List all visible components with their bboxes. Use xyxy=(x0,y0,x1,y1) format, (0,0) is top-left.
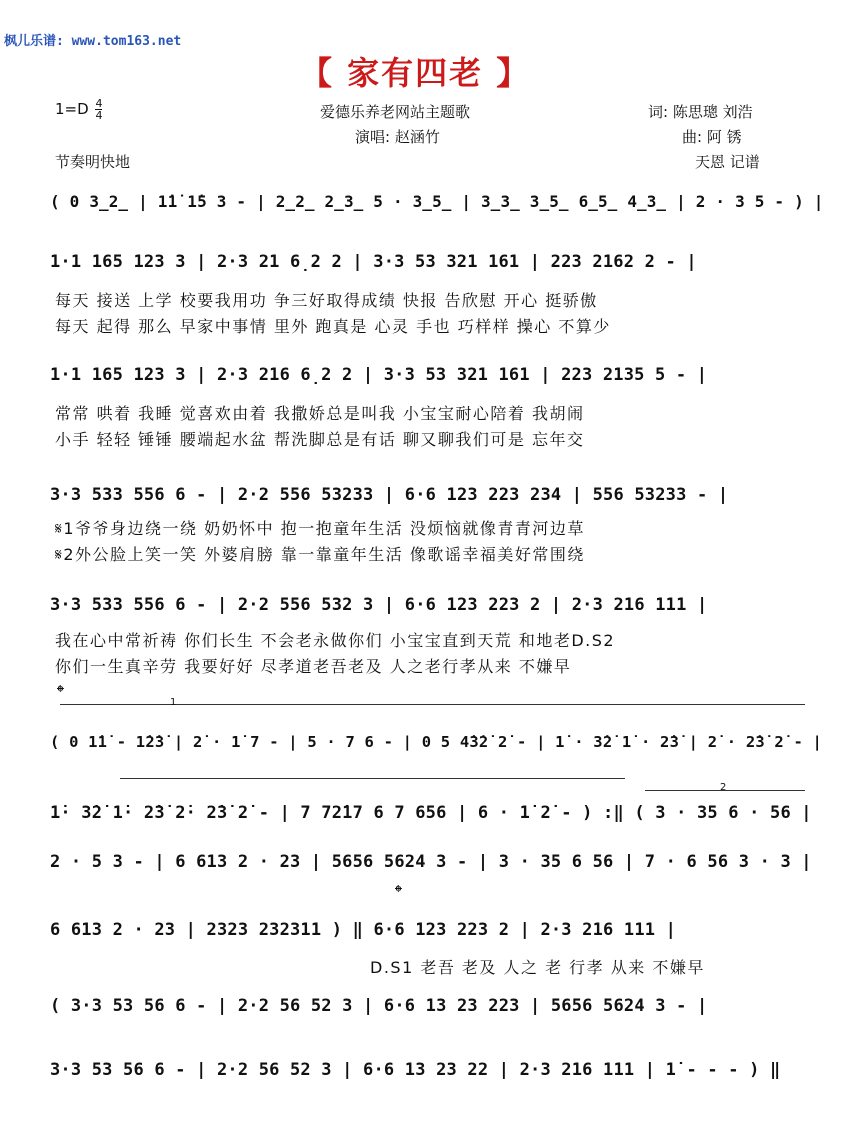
score-line-verse-2: 1·1 165 123 3 | 2·3 216 6̣2 2 | 3·3 53 321 161 | 223 2135 5 - | xyxy=(50,365,708,385)
score-line-chorus-2: 3·3 533 556 6 - | 2·2 556 532 3 | 6·6 123 223 2 | 2·3 216 111 | xyxy=(50,595,708,615)
score-line-intro: ( 0 3̲2̲ | 1̇1̇ 1̇5 3 - | 2̲2̲ 2̲3̲ 5 · 3̲5̲ | 3̲3̲ 3̲5̲ 6̲5̲ 4̲3̲ | 2 · 3 5 - ) | xyxy=(50,192,824,211)
volta-1-number: 1 xyxy=(170,697,177,708)
song-title: 【 家有四老 】 xyxy=(300,54,531,92)
score-line-chorus-1: 3·3 533 556 6 - | 2·2 556 53233 | 6·6 123 223 234 | 556 53233 - | xyxy=(50,485,729,505)
time-signature: $\frac{4}{4}$ xyxy=(95,97,103,122)
singer: 演唱: 赵涵竹 xyxy=(355,128,440,146)
score-line-verse-1: 1·1 165 123 3 | 2·3 21 6̣2 2 | 3·3 53 321 161 | 223 2162 2 - | xyxy=(50,252,697,272)
lyric-line-coda: D.S1 老吾 老及 人之 老 行孝 从来 不嫌早 xyxy=(370,958,705,977)
coda-sign-top: 𝄌 xyxy=(57,680,64,704)
score-line-outro-2: 3·3 53 56 6 - | 2·2 56 52 3 | 6·6 13 23 22 | 2·3 216 111 | 1̇ - - - ) ‖ xyxy=(50,1060,781,1080)
watermark: 枫儿乐谱: www.tom163.net xyxy=(4,34,182,49)
lyric-line-4b: 你们一生真辛劳 我要好好 尽孝道老吾老及 人之老行孝从来 不嫌早 xyxy=(55,657,572,676)
lyricist: 词: 陈思璁 刘浩 xyxy=(648,103,753,121)
lyric-line-2a: 常常 哄着 我睡 觉喜欢由着 我撒娇总是叫我 小宝宝耐心陪着 我胡闹 xyxy=(55,404,585,423)
volta-bracket-inner xyxy=(120,778,625,779)
lyric-line-1b: 每天 起得 那么 早家中事情 里外 跑真是 心灵 手也 巧样样 操心 不算少 xyxy=(55,317,611,336)
score-line-interlude-2: 1̇· 3̇2̇ 1̇· 2̇3̇ 2̇· 2̇3̇ 2̇ - | 7 72̇17 6 7 656 | 6 · 1̇ 2̇ - ) :‖ ( 3 · 35 6 · 56 | xyxy=(50,803,812,823)
key-signature xyxy=(55,98,102,121)
score-line-bridge: 2 · 5 3 - | 6 613 2 · 23 | 5656 5624 3 - | 3 · 35 6 56 | 7 · 6 56 3 · 3 | xyxy=(50,852,812,872)
lyric-line-1a: 每天 接送 上学 校要我用功 争三好取得成绩 快报 告欣慰 开心 挺骄傲 xyxy=(55,291,598,310)
composer: 曲: 阿 锈 xyxy=(682,128,742,146)
subtitle: 爱德乐养老网站主题歌 xyxy=(320,103,471,121)
transcriber: 天恩 记谱 xyxy=(695,153,760,171)
key-label: 1=D xyxy=(55,100,89,118)
lyric-line-2b: 小手 轻轻 锤锤 腰端起水盆 帮洗脚总是有话 聊又聊我们可是 忘年交 xyxy=(55,430,585,449)
lyric-line-4a: 我在心中常祈祷 你们长生 不会老永做你们 小宝宝直到天荒 和地老D.S2 xyxy=(55,631,616,650)
tempo-marking: 节奏明快地 xyxy=(55,153,131,171)
coda-sign-mid: 𝄌 xyxy=(395,880,402,904)
score-line-interlude-1: ( 0 1̇1̇ - 1̇2̇3̇ | 2̇ · 1̇ 7 - | 5 · 7 6 - | 0 5 4̇3̇2̇ 2̇ - | 1̇ · 3̇2̇ 1̇ · 2̇3̇ | 2̇ · 2̇3̇ 2̇ - | xyxy=(50,733,823,751)
volta-2-number: 2 xyxy=(720,782,727,793)
lyric-line-3b: 𝄋2外公脸上笑一笑 外婆肩膀 靠一靠童年生活 像歌谣幸福美好常围绕 xyxy=(55,545,585,564)
score-line-outro-1: ( 3·3 53 56 6 - | 2·2 56 52 3 | 6·6 13 23 223 | 5656 5624 3 - | xyxy=(50,996,708,1016)
lyric-line-3a: 𝄋1爷爷身边绕一绕 奶奶怀中 抱一抱童年生活 没烦恼就像青青河边草 xyxy=(55,519,585,538)
score-line-coda: 6 613 2 · 23 | 2323 232311 ) ‖ 6·6 123 223 2 | 2·3 216 111 | xyxy=(50,920,677,940)
